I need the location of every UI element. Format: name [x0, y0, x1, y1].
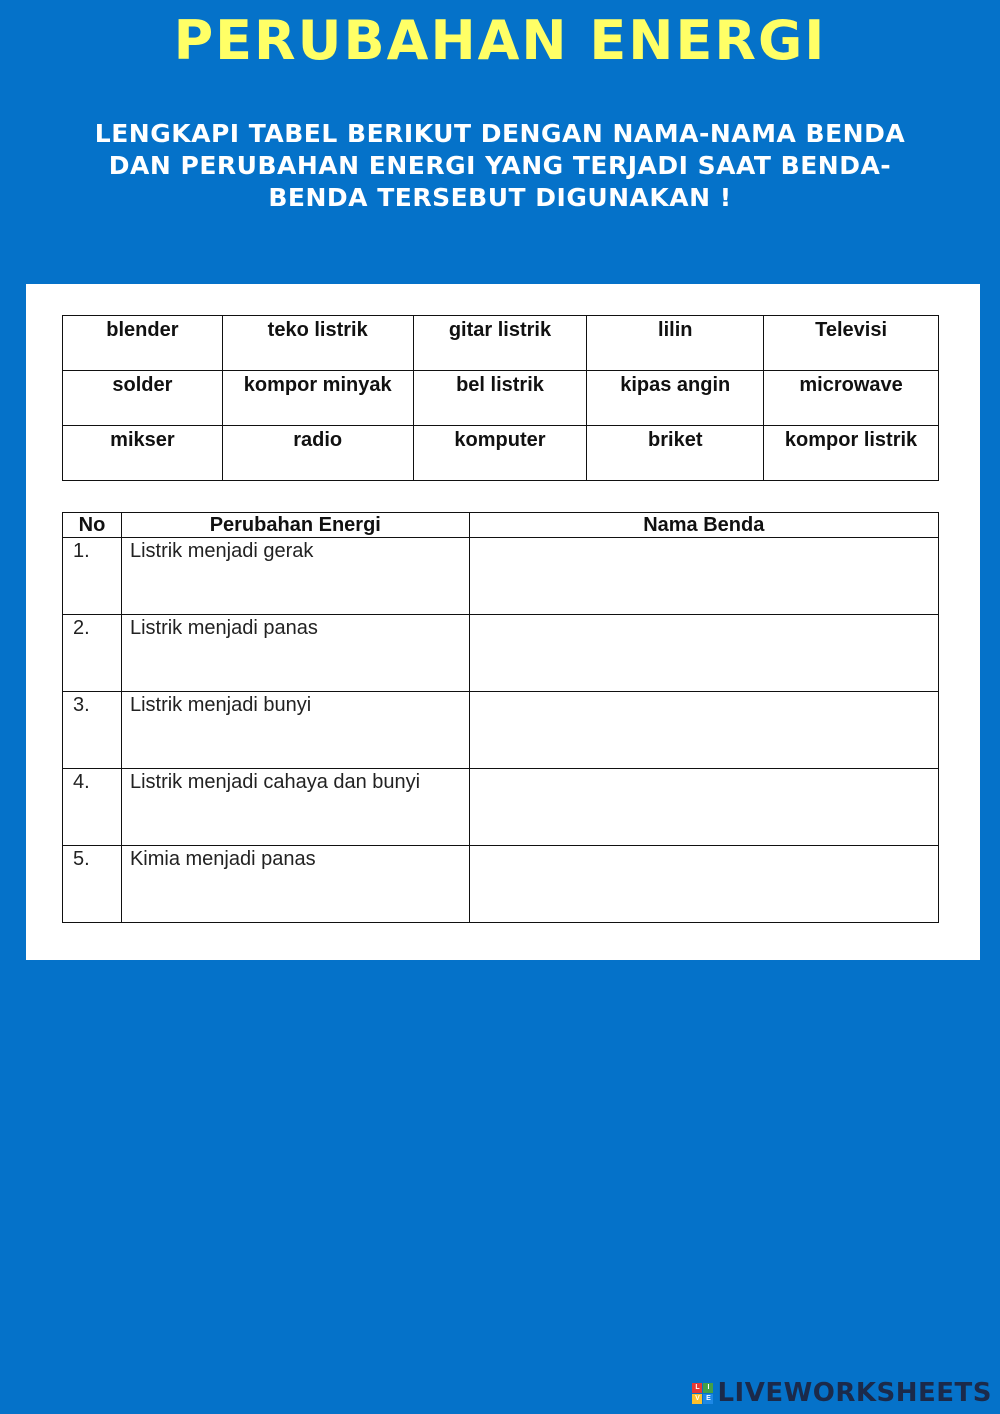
- row-number: 5.: [63, 846, 122, 923]
- word-bank-row: [63, 426, 939, 481]
- page-title: PERUBAHAN ENERGI: [173, 9, 827, 72]
- word-bank-cell: Televisi: [764, 316, 939, 371]
- word-bank-cell: blender: [63, 316, 223, 371]
- energy-change-text: Listrik menjadi bunyi: [121, 692, 469, 769]
- word-bank-cell: solder: [63, 371, 223, 426]
- word-bank-cell: gitar listrik: [413, 316, 587, 371]
- table-row: [63, 769, 939, 846]
- energy-change-text: Listrik menjadi gerak: [121, 538, 469, 615]
- header-energy-change: Perubahan Energi: [121, 513, 469, 538]
- word-bank-cell: teko listrik: [222, 316, 413, 371]
- table-row: [63, 692, 939, 769]
- word-bank-table: [62, 315, 939, 481]
- worksheet-panel: [26, 284, 980, 960]
- table-row: [63, 615, 939, 692]
- answer-table-header: [63, 513, 939, 538]
- row-number: 1.: [63, 538, 122, 615]
- word-bank-cell: komputer: [413, 426, 587, 481]
- liveworksheets-brand[interactable]: [692, 1378, 992, 1408]
- table-row: [63, 538, 939, 615]
- answer-input-5[interactable]: [469, 846, 938, 923]
- header-no: No: [63, 513, 122, 538]
- energy-change-text: Listrik menjadi panas: [121, 615, 469, 692]
- word-bank-cell: radio: [222, 426, 413, 481]
- answer-table: [62, 512, 939, 923]
- logo-tile: E: [703, 1394, 713, 1404]
- answer-input-1[interactable]: [469, 538, 938, 615]
- word-bank-cell: kipas angin: [587, 371, 764, 426]
- word-bank-cell: microwave: [764, 371, 939, 426]
- word-bank-cell: mikser: [63, 426, 223, 481]
- word-bank-cell: kompor listrik: [764, 426, 939, 481]
- logo-tile: V: [692, 1394, 702, 1404]
- liveworksheets-logo-icon: [692, 1383, 713, 1404]
- row-number: 4.: [63, 769, 122, 846]
- word-bank-row: [63, 371, 939, 426]
- logo-tile: L: [692, 1383, 702, 1393]
- word-bank-cell: lilin: [587, 316, 764, 371]
- header-object-name: Nama Benda: [469, 513, 938, 538]
- row-number: 3.: [63, 692, 122, 769]
- answer-input-3[interactable]: [469, 692, 938, 769]
- word-bank-cell: bel listrik: [413, 371, 587, 426]
- word-bank-cell: kompor minyak: [222, 371, 413, 426]
- word-bank-cell: briket: [587, 426, 764, 481]
- energy-change-text: Kimia menjadi panas: [121, 846, 469, 923]
- brand-name: LIVEWORKSHEETS: [717, 1378, 992, 1408]
- energy-change-text: Listrik menjadi cahaya dan bunyi: [121, 769, 469, 846]
- instruction-text: LENGKAPI TABEL BERIKUT DENGAN NAMA-NAMA BENDA DAN PERUBAHAN ENERGI YANG TERJADI SAAT BENDA-BENDA TERSEBUT DIGUNAKAN !: [94, 119, 906, 212]
- table-row: [63, 846, 939, 923]
- logo-tile: I: [703, 1383, 713, 1393]
- answer-input-4[interactable]: [469, 769, 938, 846]
- answer-input-2[interactable]: [469, 615, 938, 692]
- row-number: 2.: [63, 615, 122, 692]
- word-bank-row: [63, 316, 939, 371]
